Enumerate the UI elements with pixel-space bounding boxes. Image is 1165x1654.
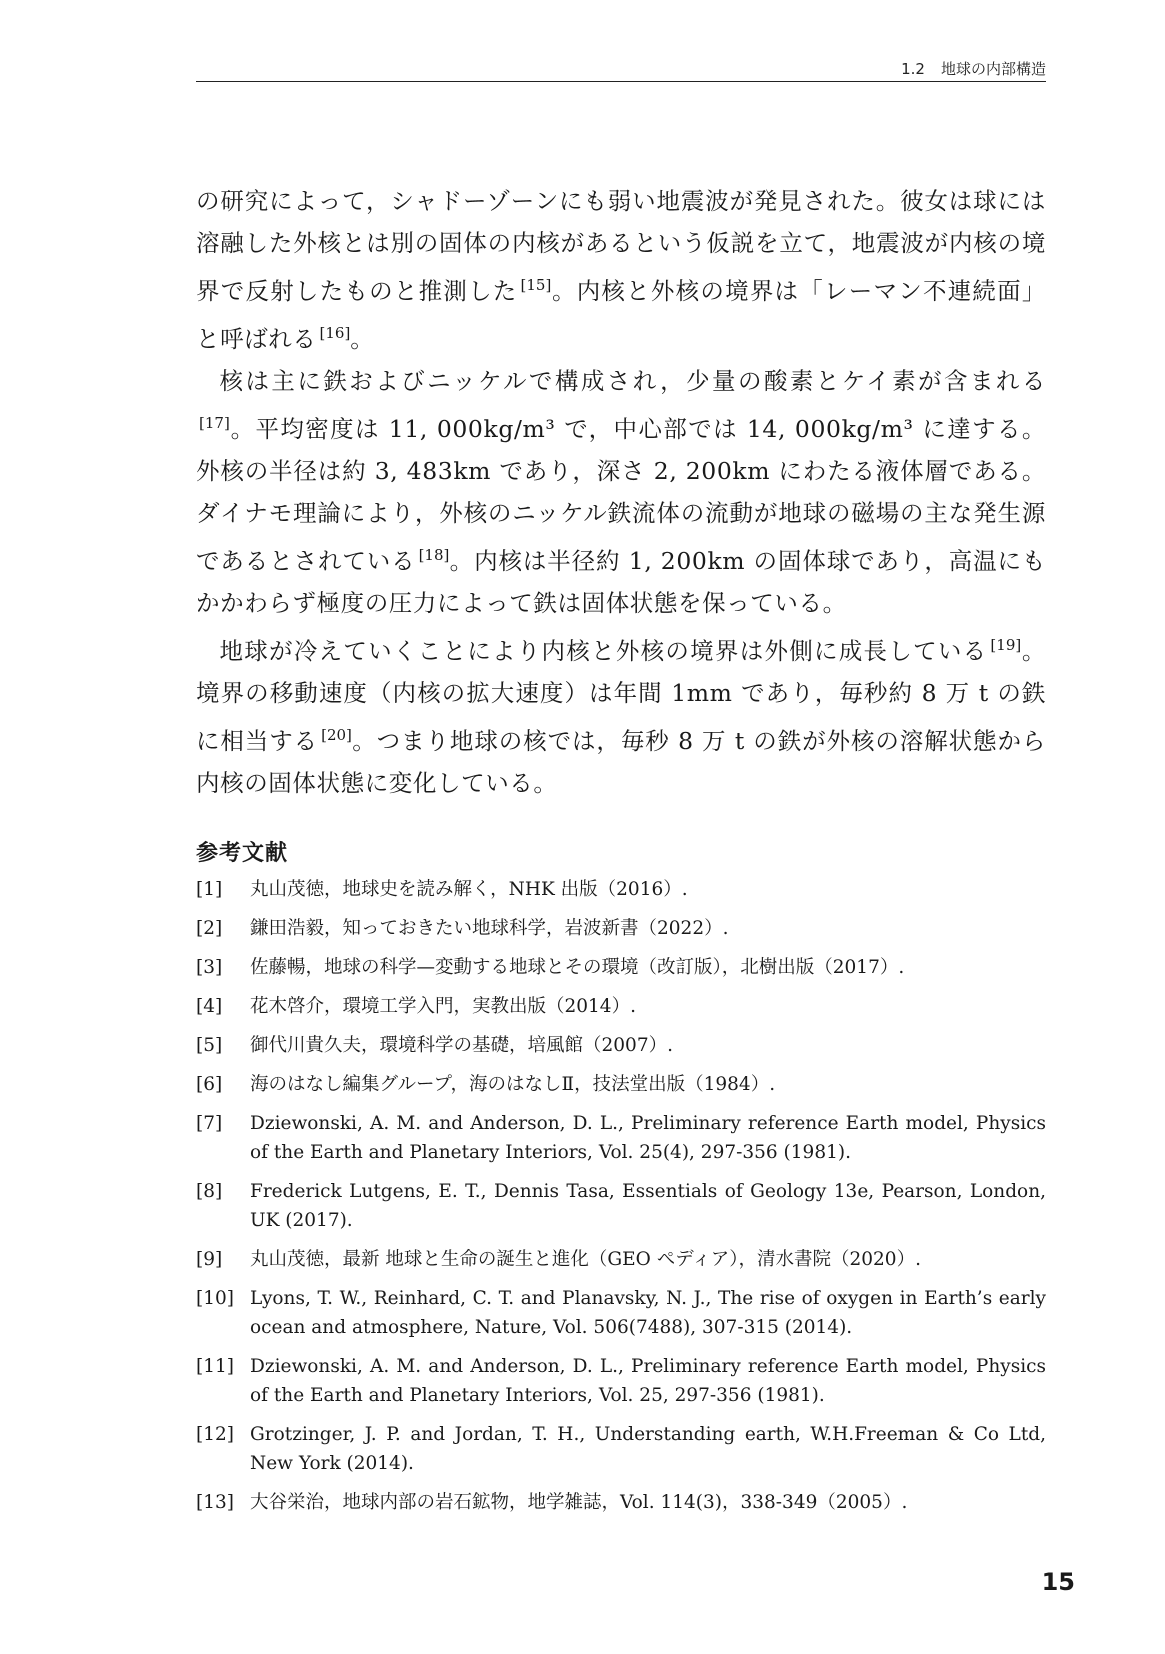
reference-text: 鎌田浩毅，知っておきたい地球科学，岩波新書（2022）. [250,918,729,939]
reference-item [196,875,1046,904]
page-number: 15 [1041,1568,1075,1596]
reference-number: [2] [196,918,223,939]
reference-item [196,1109,1046,1167]
reference-item [196,1070,1046,1099]
running-header [196,58,1046,79]
paragraph-text: 。内核は半径約 1, 200km の固体球であり，高温にもかかわらず極度の圧力によって鉄は固体状態を保っている。 [196,547,1047,617]
reference-text: 海のはなし編集グループ，海のはなしⅡ，技法堂出版（1984）. [250,1074,776,1095]
reference-number: [5] [196,1035,223,1056]
reference-text: Frederick Lutgens, E. T., Dennis Tasa, Essentials of Geology 13e, Pearson, London, UK (2017). [250,1181,1046,1231]
reference-number: [6] [196,1074,223,1095]
reference-text: Grotzinger, J. P. and Jordan, T. H., Understanding earth, W.H.Freeman & Co Ltd, New York (2014). [250,1424,1046,1474]
reference-text: 佐藤暢，地球の科学—変動する地球とその環境（改訂版），北樹出版（2017）. [250,957,905,978]
section-title: 地球の内部構造 [940,60,1046,78]
citation-marker: [17] [199,414,230,432]
body-paragraph [196,360,1046,624]
reference-number: [10] [196,1288,234,1309]
paragraph-text: 。内核と外核の境界は「レーマン不連続面」と呼ばれる [196,277,1046,353]
reference-number: [4] [196,996,223,1017]
reference-number: [3] [196,957,223,978]
reference-item [196,992,1046,1021]
reference-text: Dziewonski, A. M. and Anderson, D. L., Preliminary reference Earth model, Physics of the Earth and Planetary Interiors, Vol. 25, 297-356 (1981). [250,1356,1046,1406]
reference-item [196,953,1046,982]
reference-number: [12] [196,1424,234,1445]
citation-marker: [19] [990,636,1022,654]
references-heading: 参考文献 [196,841,289,866]
reference-number: [9] [196,1249,223,1270]
reference-item [196,1488,1046,1517]
reference-item [196,1352,1046,1410]
section-number: 1.2 [901,60,925,78]
reference-text: 丸山茂徳，地球史を読み解く，NHK 出版（2016）. [250,879,688,900]
paragraph-text: 。つまり地球の核では，毎秒 8 万 t の鉄が外核の溶解状態から内核の固体状態に変化している。 [196,727,1046,797]
body-paragraph [196,180,1046,360]
citation-marker: [15] [520,276,552,294]
reference-text: Dziewonski, A. M. and Anderson, D. L., Preliminary reference Earth model, Physics of the Earth and Planetary Interiors, Vol. 25(4), 297-356 (1981). [250,1113,1046,1163]
reference-number: [11] [196,1356,234,1377]
reference-text: 大谷栄治，地球内部の岩石鉱物，地学雑誌，Vol. 114(3)，338-349（2005）. [250,1492,908,1513]
citation-marker: [20] [321,726,352,744]
reference-text: 丸山茂徳，最新 地球と生命の誕生と進化（GEO ペディア），清水書院（2020）. [250,1249,921,1270]
paragraph-text: 地球が冷えていくことにより内核と外核の境界は外側に成長している [219,637,988,665]
paragraph-text: の研究によって，シャドーゾーンにも弱い地震波が発見された。彼女は球には溶融した外核とは別の固体の内核があるという仮説を立て，地震波が内核の境界で反射したものと推測した [196,187,1046,305]
body-paragraph [196,624,1046,804]
reference-item [196,1031,1046,1060]
reference-number: [7] [196,1113,223,1134]
paragraph-text: 。境界の移動速度（内核の拡大速度）は年間 1mm であり，毎秒約 8 万 t の鉄に相当する [196,637,1046,755]
reference-number: [1] [196,879,223,900]
reference-number: [13] [196,1492,234,1513]
reference-text: Lyons, T. W., Reinhard, C. T. and Planavsky, N. J., The rise of oxygen in Earth’s early ocean and atmosphere, Nature, Vol. 506(7488), 307-315 (2014). [250,1288,1046,1338]
reference-text: 御代川貴久夫，環境科学の基礎，培風館（2007）. [250,1035,673,1056]
reference-item [196,914,1046,943]
paragraph-text: 。平均密度は 11, 000kg/m³ で，中心部では 14, 000kg/m³ に達する。外核の半径は約 3, 483km であり，深さ 2, 200km にわたる液体層である。ダイナモ理論により，外核のニッケル鉄流体の流動が地球の磁場の主な発生源であるとされている [196,415,1046,575]
body-text [196,180,1046,804]
paragraph-text: 核は主に鉄およびニッケルで構成され，少量の酸素とケイ素が含まれる [219,367,1046,395]
reference-text: 花木啓介，環境工学入門，実教出版（2014）. [250,996,636,1017]
reference-item [196,1245,1046,1274]
citation-marker: [16] [319,324,351,342]
reference-item [196,1177,1046,1235]
paragraph-text: 。 [350,325,375,353]
header-rule [196,81,1046,82]
references-list [196,875,1046,1527]
reference-number: [8] [196,1181,223,1202]
reference-item [196,1284,1046,1342]
citation-marker: [18] [418,546,450,564]
reference-item [196,1420,1046,1478]
